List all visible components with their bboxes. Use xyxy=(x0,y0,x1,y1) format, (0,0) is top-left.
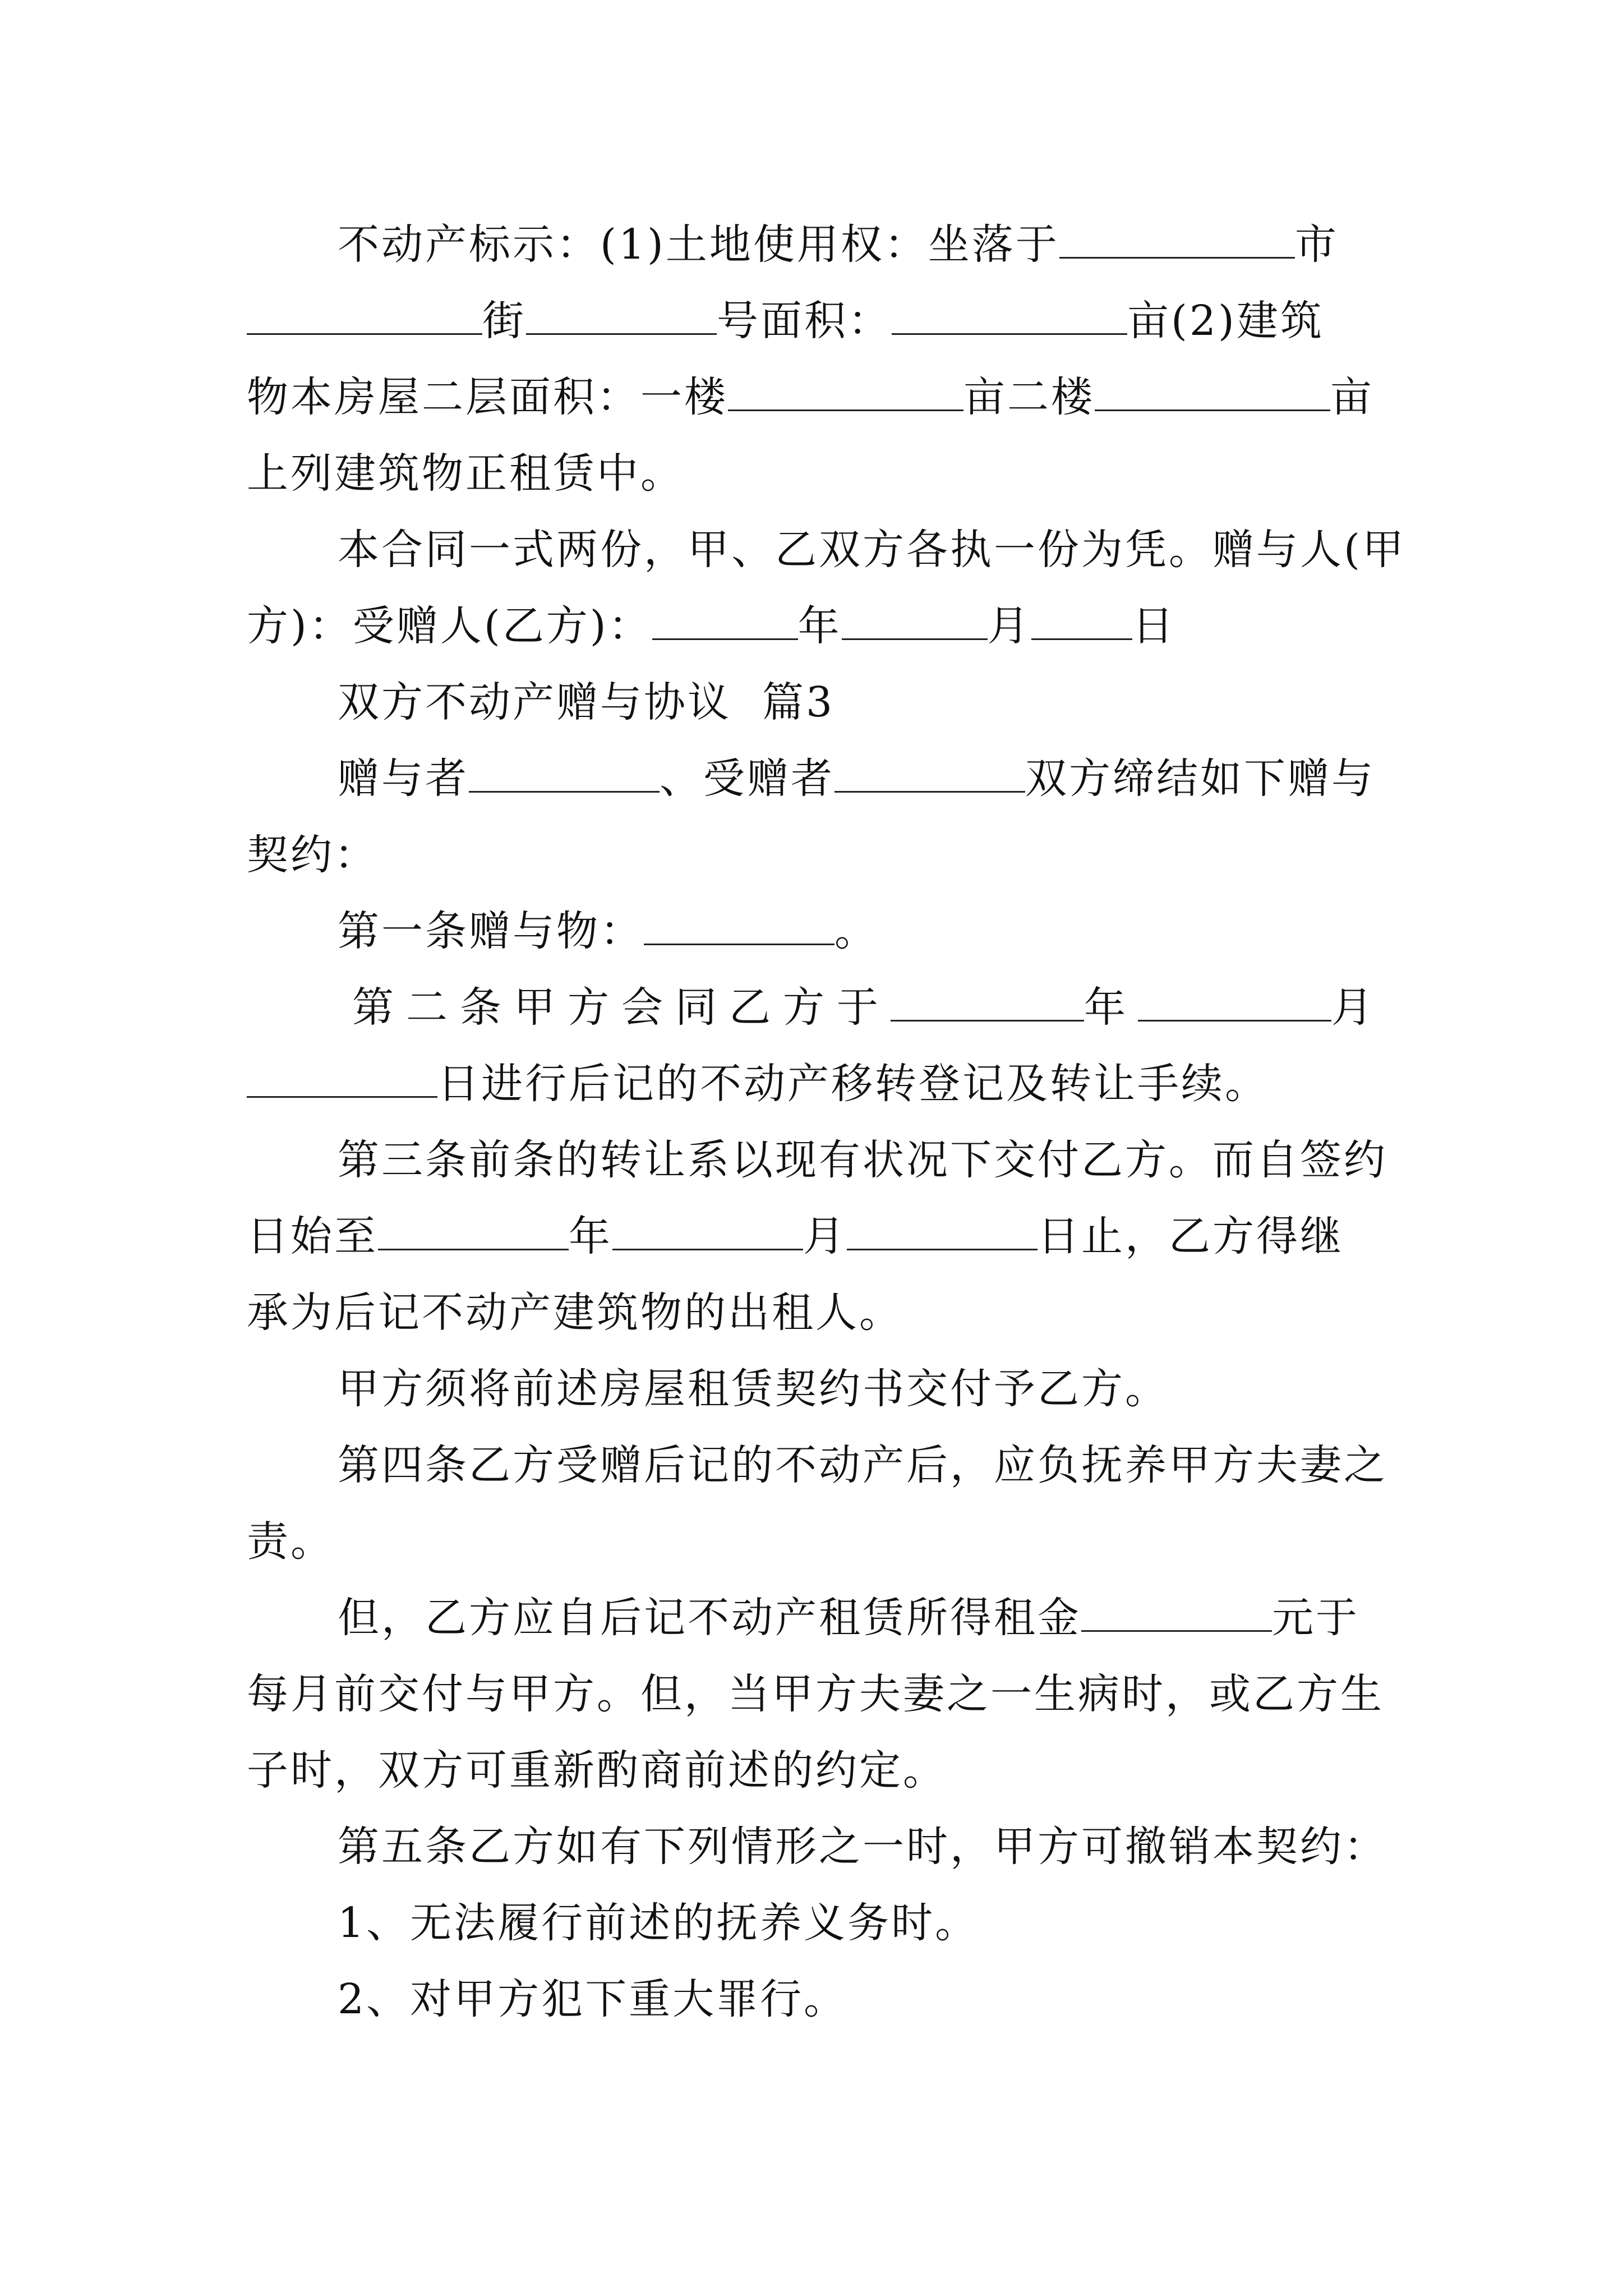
fill-in-blank xyxy=(728,370,963,411)
text-segment: 子时，双方可重新酌商前述的约定。 xyxy=(247,1746,947,1795)
section-title xyxy=(338,674,1482,730)
text-line xyxy=(247,369,1391,425)
fill-in-blank xyxy=(247,294,482,335)
text-segment: 第一条赠与物： xyxy=(338,907,644,955)
text-segment: 第五条乙方如有下列情形之一时，甲方可撤销本契约： xyxy=(338,1823,1387,1871)
text-line xyxy=(338,217,1482,273)
text-line xyxy=(247,293,1391,349)
list-item xyxy=(338,1895,1482,1951)
fill-in-blank xyxy=(842,599,988,640)
fill-in-blank xyxy=(892,294,1127,335)
fill-in-blank xyxy=(847,1209,1038,1250)
text-segment: 月 xyxy=(803,1212,847,1260)
text-line xyxy=(338,1819,1482,1875)
text-line xyxy=(338,1590,1482,1646)
text-line xyxy=(247,1056,1391,1112)
fill-in-blank xyxy=(378,1209,569,1250)
text-line xyxy=(247,598,1391,654)
fill-in-blank xyxy=(612,1209,803,1250)
text-segment: 月 xyxy=(987,602,1031,650)
fill-in-blank xyxy=(1059,218,1295,259)
text-line xyxy=(247,1208,1391,1264)
text-line xyxy=(247,445,1391,501)
text-segment: 物本房屋二层面积：一楼 xyxy=(247,373,728,421)
text-segment: 1、无法履行前述的抚养义务时。 xyxy=(338,1899,979,1947)
text-segment: 第三条前条的转让系以现有状况下交付乙方。而自签约 xyxy=(338,1136,1387,1184)
text-line xyxy=(338,1437,1482,1493)
text-segment: 年 xyxy=(569,1212,612,1260)
text-line xyxy=(247,827,1391,883)
text-segment: 不动产标示：(1)土地使用权：坐落于 xyxy=(338,220,1059,269)
text-segment: 方)：受赠人(乙方)： xyxy=(247,602,652,650)
text-segment: 但，乙方应自后记不动产租赁所得租金 xyxy=(338,1594,1081,1642)
text-line xyxy=(247,1285,1391,1341)
text-segment: 双方不动产赠与协议 篇3 xyxy=(338,678,835,726)
list-item xyxy=(338,1971,1482,2027)
text-segment: 2、对甲方犯下重大罪行。 xyxy=(338,1975,848,2023)
text-segment: 年 xyxy=(797,602,842,650)
text-segment: 承为后记不动产建筑物的出租人。 xyxy=(247,1289,903,1337)
text-segment: 本合同一式两份，甲、乙双方各执一份为凭。赠与人(甲 xyxy=(338,526,1406,574)
text-segment: 日始至 xyxy=(247,1212,378,1260)
text-segment: 第二条甲方会同乙方于 xyxy=(352,983,891,1032)
text-line xyxy=(247,1513,1391,1570)
fill-in-blank xyxy=(526,294,717,335)
text-line xyxy=(338,1132,1482,1188)
text-segment: 上列建筑物正租赁中。 xyxy=(247,449,684,498)
text-line xyxy=(247,1666,1391,1722)
fill-in-blank xyxy=(1081,1591,1272,1632)
text-segment: 。 xyxy=(834,907,878,955)
text-segment: 契约： xyxy=(247,831,378,879)
text-segment: 亩(2)建筑 xyxy=(1127,297,1324,345)
text-line xyxy=(338,522,1482,578)
text-segment: 每月前交付与甲方。但，当甲方夫妻之一生病时，或乙方生 xyxy=(247,1670,1384,1718)
fill-in-blank xyxy=(1095,370,1330,411)
text-segment: 第四条乙方受赠后记的不动产后，应负抚养甲方夫妻之 xyxy=(338,1441,1387,1489)
text-segment: 日止，乙方得继 xyxy=(1038,1212,1344,1260)
fill-in-blank xyxy=(644,904,834,945)
text-segment: 号面积： xyxy=(717,297,892,345)
text-line xyxy=(352,979,1496,1036)
text-line xyxy=(247,1742,1391,1798)
fill-in-blank xyxy=(247,1057,437,1098)
fill-in-blank xyxy=(1031,599,1132,640)
text-segment: 街 xyxy=(482,297,526,345)
text-line xyxy=(338,903,1482,959)
text-segment: 月 xyxy=(1331,983,1385,1032)
text-segment: 日进行后记的不动产移转登记及转让手续。 xyxy=(437,1060,1269,1108)
text-segment: 市 xyxy=(1294,220,1339,269)
fill-in-blank xyxy=(834,752,1025,793)
fill-in-blank xyxy=(469,752,660,793)
text-segment: 赠与者 xyxy=(338,754,469,803)
text-segment: 、受赠者 xyxy=(660,754,834,803)
text-line xyxy=(338,751,1482,807)
text-segment: 双方缔结如下赠与 xyxy=(1025,754,1375,803)
fill-in-blank xyxy=(891,981,1084,1022)
text-segment: 年 xyxy=(1084,983,1138,1032)
fill-in-blank xyxy=(652,599,798,640)
text-line xyxy=(338,1361,1482,1417)
text-segment: 责。 xyxy=(247,1517,334,1566)
text-segment: 甲方须将前述房屋租赁契约书交付予乙方。 xyxy=(338,1365,1169,1413)
text-segment: 元于 xyxy=(1272,1594,1359,1642)
text-segment: 亩 xyxy=(1330,373,1374,421)
fill-in-blank xyxy=(1138,981,1331,1022)
text-segment: 亩二楼 xyxy=(963,373,1095,421)
text-segment: 日 xyxy=(1132,602,1176,650)
